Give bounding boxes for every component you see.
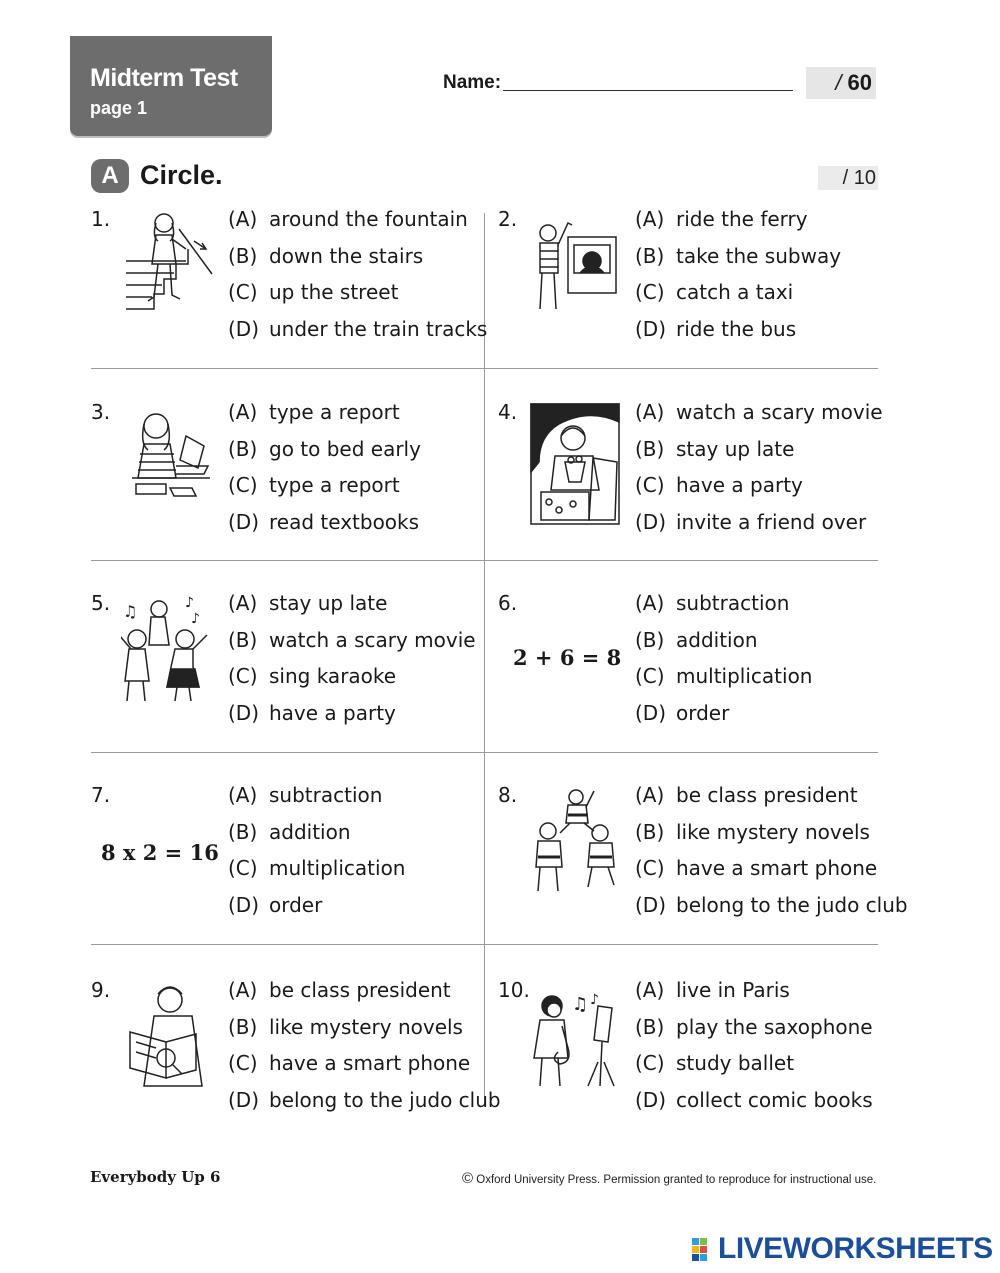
option-letter: (A) (635, 591, 665, 615)
option-text: watch a scary movie (269, 628, 476, 652)
option-text: subtraction (269, 783, 383, 807)
option-letter: (A) (228, 978, 258, 1002)
option-a[interactable] (635, 207, 808, 231)
option-b[interactable] (228, 628, 476, 652)
option-d[interactable] (635, 317, 796, 341)
copyright-text: Oxford University Press. Permission granted to reproduce for instructional use. (476, 1174, 877, 1186)
option-letter: (D) (228, 317, 260, 341)
option-text: up the street (269, 280, 399, 304)
option-text: invite a friend over (676, 510, 867, 534)
question-number: 4. (498, 400, 518, 424)
option-text: stay up late (269, 591, 388, 615)
option-c[interactable] (228, 856, 405, 880)
option-text: subtraction (676, 591, 790, 615)
option-c[interactable] (635, 664, 812, 688)
name-label: Name: (443, 72, 502, 93)
option-text: sing karaoke (269, 664, 397, 688)
option-text: ride the bus (676, 317, 797, 341)
column-divider (484, 213, 485, 1106)
question-number: 9. (91, 978, 111, 1002)
option-letter: (D) (228, 893, 260, 917)
row-divider (91, 944, 878, 945)
option-letter: (C) (635, 473, 665, 497)
question-number: 6. (498, 591, 518, 615)
equation: 2 + 6 = 8 (513, 645, 622, 670)
option-text: live in Paris (676, 978, 790, 1002)
option-b[interactable] (228, 244, 423, 268)
option-text: have a smart phone (676, 856, 878, 880)
option-letter: (D) (635, 510, 667, 534)
option-c[interactable] (635, 473, 803, 497)
option-letter: (B) (635, 1015, 665, 1039)
option-b[interactable] (635, 1015, 873, 1039)
option-d[interactable] (228, 893, 322, 917)
option-text: go to bed early (269, 437, 421, 461)
option-text: have a party (269, 701, 396, 725)
option-text: type a report (269, 473, 400, 497)
option-d[interactable] (635, 1088, 873, 1112)
option-letter: (B) (635, 820, 665, 844)
option-letter: (A) (228, 783, 258, 807)
option-letter: (C) (228, 664, 258, 688)
option-d[interactable] (635, 701, 729, 725)
option-text: belong to the judo club (269, 1088, 501, 1112)
option-text: read textbooks (269, 510, 420, 534)
option-d[interactable] (635, 893, 908, 917)
title-box (70, 36, 272, 136)
liveworksheets-logo-text: LIVEWORKSHEETS (718, 1232, 993, 1265)
question-number: 8. (498, 783, 518, 807)
option-b[interactable] (635, 244, 841, 268)
question-number: 3. (91, 400, 111, 424)
option-letter: (C) (635, 856, 665, 880)
option-text: study ballet (676, 1051, 795, 1075)
option-text: order (269, 893, 323, 917)
option-d[interactable] (228, 1088, 501, 1112)
option-letter: (C) (635, 1051, 665, 1075)
stairs-girl-illustration (124, 209, 216, 319)
option-text: take the subway (676, 244, 842, 268)
mystery-novel-boy-illustration (126, 982, 216, 1092)
option-c[interactable] (228, 280, 398, 304)
option-a[interactable] (635, 783, 858, 807)
total-score-box (806, 67, 876, 99)
svg-text:♪: ♪ (185, 595, 194, 611)
option-b[interactable] (635, 628, 758, 652)
option-c[interactable] (635, 856, 877, 880)
option-a[interactable] (228, 591, 387, 615)
option-b[interactable] (635, 820, 870, 844)
option-text: have a party (676, 473, 803, 497)
option-a[interactable] (635, 978, 790, 1002)
option-letter: (C) (228, 1051, 258, 1075)
option-text: down the stairs (269, 244, 424, 268)
liveworksheets-branding[interactable] (692, 1232, 993, 1266)
option-letter: (B) (228, 437, 258, 461)
book-title: Everybody Up 6 (90, 1168, 221, 1186)
option-letter: (D) (635, 701, 667, 725)
option-letter: (C) (228, 856, 258, 880)
option-text: multiplication (269, 856, 406, 880)
saxophone-girl-illustration (528, 986, 628, 1090)
option-c[interactable] (635, 1051, 794, 1075)
section-badge: A (91, 159, 129, 193)
option-d[interactable] (228, 317, 487, 341)
typing-girl-illustration (126, 406, 218, 502)
option-text: multiplication (676, 664, 813, 688)
option-letter: (C) (635, 664, 665, 688)
option-text: type a report (269, 400, 400, 424)
option-d[interactable] (228, 701, 396, 725)
option-text: catch a taxi (676, 280, 794, 304)
option-text: play the saxophone (676, 1015, 873, 1039)
equation: 8 x 2 = 16 (101, 840, 219, 865)
svg-text:♪: ♪ (590, 992, 599, 1008)
option-text: have a smart phone (269, 1051, 471, 1075)
total-score: 60 (847, 70, 872, 95)
option-a[interactable] (228, 783, 382, 807)
option-letter: (A) (228, 400, 258, 424)
option-b[interactable] (228, 820, 351, 844)
judo-kids-illustration (530, 787, 626, 895)
option-text: under the train tracks (269, 317, 488, 341)
option-text: collect comic books (676, 1088, 873, 1112)
section-score: / 10 (818, 166, 878, 190)
row-divider (91, 752, 878, 753)
option-letter: (A) (228, 591, 258, 615)
question-number: 5. (91, 591, 111, 615)
option-letter: (C) (228, 473, 258, 497)
option-letter: (B) (228, 244, 258, 268)
option-text: around the fountain (269, 207, 468, 231)
svg-text:♫: ♫ (123, 602, 138, 621)
option-letter: (C) (635, 280, 665, 304)
karaoke-girls-illustration (121, 595, 221, 705)
copyright-notice (462, 1170, 876, 1187)
option-letter: (D) (635, 893, 667, 917)
test-title: Midterm Test (90, 64, 238, 92)
option-a[interactable] (228, 978, 451, 1002)
copyright-symbol: © (462, 1170, 474, 1187)
option-letter: (D) (228, 1088, 260, 1112)
option-letter: (A) (635, 978, 665, 1002)
option-letter: (A) (228, 207, 258, 231)
option-a[interactable] (228, 400, 400, 424)
row-divider (91, 368, 878, 369)
row-divider (91, 560, 878, 561)
option-letter: (D) (228, 701, 260, 725)
section-title: Circle. (140, 160, 223, 190)
option-letter: (D) (635, 1088, 667, 1112)
svg-text:♪: ♪ (191, 611, 200, 627)
option-b[interactable] (635, 437, 794, 461)
option-text: be class president (269, 978, 451, 1002)
option-d[interactable] (228, 510, 419, 534)
option-d[interactable] (635, 510, 866, 534)
option-text: stay up late (676, 437, 795, 461)
total-score-slash: / (835, 70, 842, 95)
option-b[interactable] (228, 437, 421, 461)
option-letter: (B) (228, 628, 258, 652)
option-c[interactable] (635, 280, 793, 304)
option-c[interactable] (228, 1051, 470, 1075)
option-text: addition (269, 820, 351, 844)
option-letter: (A) (635, 400, 665, 424)
option-text: ride the ferry (676, 207, 808, 231)
question-number: 10. (498, 978, 530, 1002)
taxi-boy-illustration (528, 215, 622, 315)
movie-boy-illustration (529, 402, 621, 526)
svg-text:♫: ♫ (572, 994, 589, 1015)
option-text: order (676, 701, 730, 725)
option-letter: (D) (635, 317, 667, 341)
option-text: addition (676, 628, 758, 652)
option-letter: (D) (228, 510, 260, 534)
option-c[interactable] (228, 473, 400, 497)
option-letter: (B) (228, 820, 258, 844)
page-label: page 1 (90, 98, 148, 118)
option-text: like mystery novels (676, 820, 870, 844)
option-text: belong to the judo club (676, 893, 908, 917)
option-text: watch a scary movie (676, 400, 883, 424)
option-letter: (B) (635, 437, 665, 461)
option-c[interactable] (228, 664, 396, 688)
option-letter: (A) (635, 207, 665, 231)
name-input-line[interactable] (503, 90, 793, 91)
question-number: 1. (91, 207, 111, 231)
option-text: like mystery novels (269, 1015, 463, 1039)
option-a[interactable] (228, 207, 468, 231)
option-letter: (C) (228, 280, 258, 304)
liveworksheets-logo-icon (692, 1236, 716, 1262)
option-text: be class president (676, 783, 858, 807)
option-a[interactable] (635, 591, 789, 615)
option-b[interactable] (228, 1015, 463, 1039)
question-number: 7. (91, 783, 111, 807)
option-letter: (A) (635, 783, 665, 807)
option-letter: (B) (635, 628, 665, 652)
option-a[interactable] (635, 400, 883, 424)
option-letter: (B) (228, 1015, 258, 1039)
question-number: 2. (498, 207, 518, 231)
option-letter: (B) (635, 244, 665, 268)
